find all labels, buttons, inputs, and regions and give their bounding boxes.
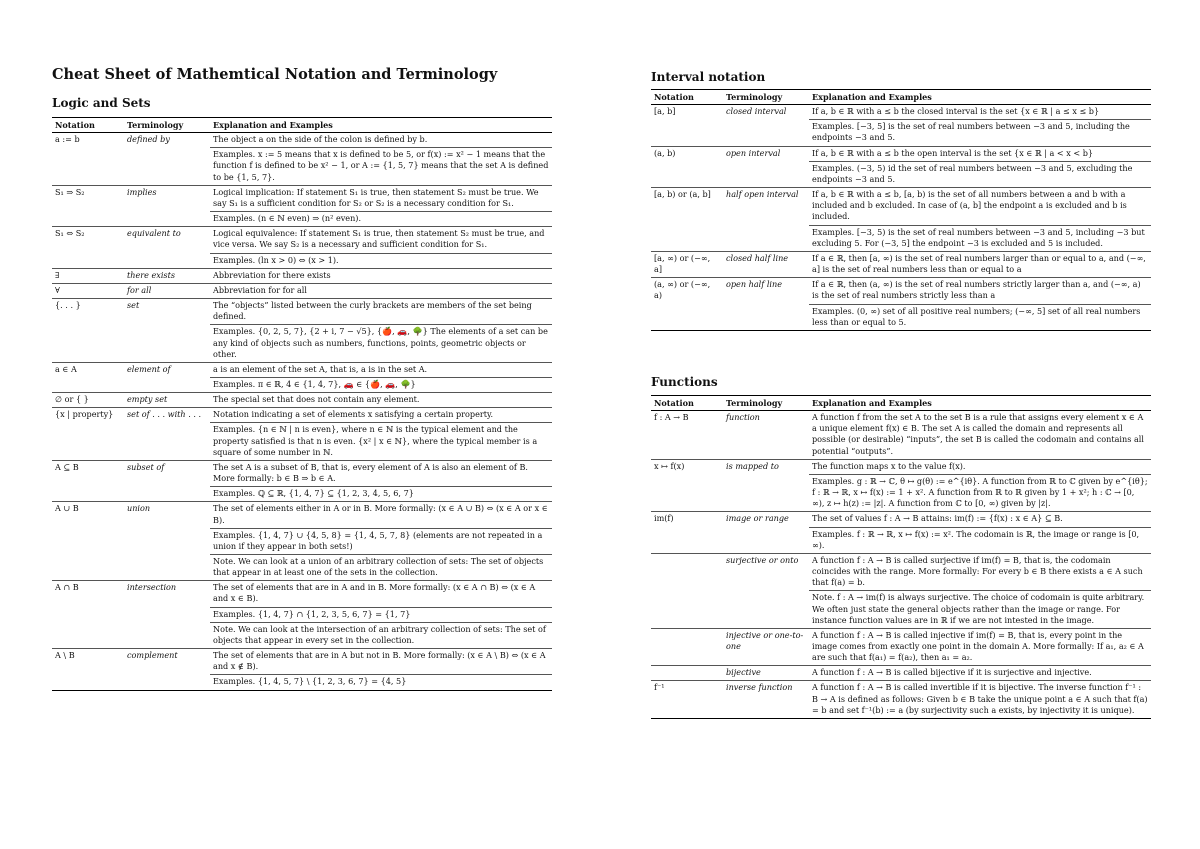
terminology-cell xyxy=(723,591,809,628)
table-row xyxy=(52,581,552,607)
explanation-cell: A function f from the set A to the set B is a rule that assigns every element x ∈ A a unique element f(x) ∈ B. The set A is called the domain and represents all possible (or desirable) “inputs”, the set B is called the codomain and contains all potential “outputs”. xyxy=(809,411,1151,460)
terminology-cell xyxy=(723,474,809,511)
table-row xyxy=(651,304,1151,330)
table-row xyxy=(52,487,552,502)
explanation-cell: Examples. {1, 4, 7} ∪ {4, 5, 8} = {1, 4, 5, 7, 8} (elements are not repeated in a union if they appear in both sets!) xyxy=(210,528,552,554)
notation-cell: ∃ xyxy=(52,268,124,283)
table-row xyxy=(52,622,552,648)
explanation-cell: Examples. {n ∈ ℕ | n is even}, where n ∈ ℕ is the typical element and the property satisfied is that n is even. {x² | x ∈ ℕ}, where the typical member is a square of some number in ℕ. xyxy=(210,423,552,460)
table-header-row xyxy=(651,396,1151,411)
notation-cell: A ∪ B xyxy=(55,503,79,514)
terminology-cell xyxy=(723,527,809,553)
explanation-cell: The object a on the side of the colon is defined by b. xyxy=(210,133,552,148)
notation-cell xyxy=(651,120,723,146)
explanation-cell: Abbreviation for there exists xyxy=(210,268,552,283)
terminology-cell: subset of xyxy=(127,461,165,472)
terminology-cell xyxy=(124,675,210,690)
terminology-cell xyxy=(723,120,809,146)
header-explanation: Explanation and Examples xyxy=(210,118,552,133)
explanation-cell: The function maps x to the value f(x). xyxy=(809,459,1151,474)
notation-cell xyxy=(52,212,124,227)
notation-cell xyxy=(52,607,124,622)
notation-cell: {x | property} xyxy=(55,409,114,420)
explanation-cell: Examples. {1, 4, 7} ∩ {1, 2, 3, 5, 6, 7} = {1, 7} xyxy=(210,607,552,622)
terminology-cell xyxy=(124,212,210,227)
explanation-cell: Logical equivalence: If statement S₁ is true, then statement S₂ must be true, and vice versa. We say S₂ is a necessary and sufficient condition for S₁. xyxy=(210,227,552,253)
notation-cell: f⁻¹ xyxy=(651,681,723,718)
notation-cell: x ↦ f(x) xyxy=(654,460,685,471)
table-row xyxy=(52,393,552,408)
section-title-interval: Interval notation xyxy=(651,70,766,84)
terminology-cell: for all xyxy=(124,283,210,298)
table-row xyxy=(52,283,552,298)
notation-cell: [a, b) or (a, b] xyxy=(654,189,711,200)
notation-cell: [a, ∞) or (−∞, a] xyxy=(651,251,723,277)
terminology-cell xyxy=(124,253,210,268)
terminology-cell xyxy=(723,161,809,187)
table-row xyxy=(651,681,1151,718)
table-row xyxy=(52,555,552,581)
terminology-cell: function xyxy=(723,411,809,460)
table-row xyxy=(52,377,552,392)
terminology-cell: half open interval xyxy=(726,189,799,200)
notation-cell: f : A → B xyxy=(651,411,723,460)
notation-cell: a ∈ A xyxy=(55,363,77,374)
terminology-cell: set of . . . with . . . xyxy=(127,409,202,420)
terminology-cell: element of xyxy=(127,363,171,374)
table-row xyxy=(651,628,1151,665)
notation-cell xyxy=(52,555,124,581)
explanation-cell: Note. We can look at the intersection of an arbitrary collection of sets: The set of objects that appear in every set in the collection. xyxy=(210,622,552,648)
terminology-cell: bijective xyxy=(723,666,809,681)
notation-cell xyxy=(651,553,723,590)
notation-cell: (a, b) xyxy=(654,147,676,158)
table-row xyxy=(52,649,552,675)
notation-cell: {. . . } xyxy=(55,300,81,311)
header-notation: Notation xyxy=(651,396,723,411)
table-row xyxy=(651,411,1151,460)
terminology-cell xyxy=(723,225,809,251)
explanation-cell: Examples. π ∈ ℝ, 4 ∈ {1, 4, 7}, 🚗 ∈ {🍎, 🚗, 🌳} xyxy=(210,377,552,392)
header-terminology: Terminology xyxy=(723,396,809,411)
explanation-cell: Note. We can look at a union of an arbitrary collection of sets: The set of objects that appear in at least one of the sets in the collection. xyxy=(210,555,552,581)
table-row xyxy=(52,528,552,554)
header-terminology: Terminology xyxy=(723,90,809,105)
notation-cell xyxy=(52,423,124,460)
notation-cell: a := b xyxy=(55,134,80,145)
explanation-cell: Examples. (ln x > 0) ⇔ (x > 1). xyxy=(210,253,552,268)
explanation-cell: If a, b ∈ ℝ with a ≤ b the closed interval is the set {x ∈ ℝ | a ≤ x ≤ b} xyxy=(809,105,1151,120)
table-interval xyxy=(651,89,1151,331)
table-row xyxy=(52,185,552,211)
terminology-cell: defined by xyxy=(127,134,170,145)
notation-cell xyxy=(52,487,124,502)
terminology-cell: intersection xyxy=(127,582,177,593)
notation-cell xyxy=(52,528,124,554)
terminology-cell xyxy=(124,528,210,554)
terminology-cell: surjective or onto xyxy=(726,554,799,565)
table-row xyxy=(52,423,552,460)
table-body-logic xyxy=(52,133,552,690)
terminology-cell: open half line xyxy=(726,279,783,290)
table-row xyxy=(52,675,552,690)
terminology-cell: there exists xyxy=(124,268,210,283)
table-row xyxy=(651,474,1151,511)
table-row xyxy=(651,459,1151,474)
notation-cell xyxy=(52,675,124,690)
terminology-cell: closed half line xyxy=(723,251,809,277)
table-row xyxy=(52,325,552,362)
notation-cell xyxy=(52,148,124,185)
explanation-cell: If a, b ∈ ℝ with a ≤ b, [a, b) is the set of all numbers between a and b with a included and b excluded. In case of (a, b] the endpoint a is excluded and b is included. xyxy=(809,188,1151,225)
table-row xyxy=(52,253,552,268)
table-header-row xyxy=(651,90,1151,105)
terminology-cell xyxy=(124,148,210,185)
explanation-cell: Examples. {0, 2, 5, 7}, {2 + i, 7 − √5}, {🍎, 🚗, 🌳} The elements of a set can be any kind of objects such as numbers, functions, points, geometric objects or other. xyxy=(210,325,552,362)
explanation-cell: The set of elements that are in A but not in B. More formally: (x ∈ A \ B) ⇔ (x ∈ A and x ∉ B). xyxy=(210,649,552,675)
terminology-cell: union xyxy=(127,503,151,514)
terminology-cell xyxy=(124,423,210,460)
notation-cell: ∀ xyxy=(52,283,124,298)
notation-cell xyxy=(651,628,723,665)
explanation-cell: If a, b ∈ ℝ with a ≤ b the open interval is the set {x ∈ ℝ | a < x < b} xyxy=(809,146,1151,161)
terminology-cell: open interval xyxy=(726,147,781,158)
explanation-cell: Notation indicating a set of elements x satisfying a certain property. xyxy=(210,408,552,423)
notation-cell: A \ B xyxy=(55,650,75,661)
terminology-cell xyxy=(124,555,210,581)
header-explanation: Explanation and Examples xyxy=(809,396,1151,411)
terminology-cell: image or range xyxy=(726,513,789,524)
terminology-cell: inverse function xyxy=(723,681,809,718)
terminology-cell xyxy=(124,607,210,622)
explanation-cell: A function f : A → B is called injective if im(f) = B, that is, every point in the image comes from exactly one point in the domain A. More formally: If a₁, a₂ ∈ A are such that f(a₁) = f(a₂), then a₁ = a₂. xyxy=(809,628,1151,665)
explanation-cell: Examples. x := 5 means that x is defined to be 5, or f(x) := x² − 1 means that the function f is defined to be x² − 1, or A := {1, 5, 7} means that the set A is defined to be {1, 5, 7}. xyxy=(210,148,552,185)
table-row xyxy=(651,553,1151,590)
explanation-cell: Examples. (0, ∞) set of all positive real numbers; (−∞, 5] set of all real numbers less than or equal to 5. xyxy=(809,304,1151,330)
notation-cell: ∅ or { } xyxy=(52,393,124,408)
explanation-cell: Examples. f : ℝ → ℝ, x ↦ f(x) := x². The codomain is ℝ, the image or range is [0, ∞). xyxy=(809,527,1151,553)
notation-cell xyxy=(52,377,124,392)
notation-cell: A ∩ B xyxy=(55,582,79,593)
table-row xyxy=(651,666,1151,681)
table-body-functions xyxy=(651,411,1151,719)
terminology-cell xyxy=(124,377,210,392)
explanation-cell: Examples. {1, 4, 5, 7} \ {1, 2, 3, 6, 7} = {4, 5} xyxy=(210,675,552,690)
table-row xyxy=(52,212,552,227)
terminology-cell: empty set xyxy=(124,393,210,408)
table-row xyxy=(52,502,552,528)
explanation-cell: If a ∈ ℝ, then (a, ∞) is the set of real numbers strictly larger than a, and (−∞, a) is the set of real numbers strictly less than a xyxy=(809,278,1151,304)
header-notation: Notation xyxy=(52,118,124,133)
table-row xyxy=(651,251,1151,277)
table-body-interval xyxy=(651,105,1151,331)
explanation-cell: If a ∈ ℝ, then [a, ∞) is the set of real numbers larger than or equal to a, and (−∞, a] is the set of real numbers less than or equal to a xyxy=(809,251,1151,277)
notation-cell xyxy=(651,666,723,681)
explanation-cell: A function f : A → B is called surjective if im(f) = B, that is, the codomain coincides with the range. More formally: For every b ∈ B there exists a ∈ A such that f(a) = b. xyxy=(809,553,1151,590)
table-row xyxy=(651,225,1151,251)
notation-cell: [a, b] xyxy=(654,106,676,117)
notation-cell xyxy=(651,527,723,553)
header-explanation: Explanation and Examples xyxy=(809,90,1151,105)
terminology-cell: equivalent to xyxy=(127,228,181,239)
section-title-logic: Logic and Sets xyxy=(52,96,151,110)
explanation-cell: The set A is a subset of B, that is, every element of A is also an element of B. More formally: b ∈ B ⇒ b ∈ A. xyxy=(210,460,552,486)
table-row xyxy=(651,146,1151,161)
explanation-cell: Abbreviation for for all xyxy=(210,283,552,298)
table-row xyxy=(52,227,552,253)
terminology-cell: complement xyxy=(127,650,178,661)
table-row xyxy=(651,105,1151,120)
terminology-cell xyxy=(723,304,809,330)
table-row xyxy=(651,591,1151,628)
document-title: Cheat Sheet of Mathemtical Notation and Terminology xyxy=(52,66,498,83)
terminology-cell xyxy=(124,487,210,502)
explanation-cell: Examples. [−3, 5) is the set of real numbers between −3 and 5, including −3 but excluding 5. For (−3, 5] the endpoint −3 is excluded and 5 is included. xyxy=(809,225,1151,251)
explanation-cell: Examples. ℚ ⊆ ℝ, {1, 4, 7} ⊆ {1, 2, 3, 4, 5, 6, 7} xyxy=(210,487,552,502)
notation-cell: A ⊆ B xyxy=(55,461,79,472)
explanation-cell: Examples. (−3, 5) id the set of real numbers between −3 and 5, excluding the endpoints −3 and 5. xyxy=(809,161,1151,187)
explanation-cell: A function f : A → B is called invertible if it is bijective. The inverse function f⁻¹ : B → A is defined as follows: Given b ∈ B take the unique point a ∈ A such that f(a) = b and set f⁻¹(b) := a (by surjectivity such a exists, by injectivity it is unique). xyxy=(809,681,1151,718)
table-row xyxy=(651,188,1151,225)
section-title-functions: Functions xyxy=(651,375,718,389)
terminology-cell xyxy=(124,325,210,362)
table-functions xyxy=(651,395,1151,719)
table-row xyxy=(651,120,1151,146)
table-row xyxy=(52,607,552,622)
explanation-cell: A function f : A → B is called bijective if it is surjective and injective. xyxy=(809,666,1151,681)
explanation-cell: a is an element of the set A, that is, a is in the set A. xyxy=(210,362,552,377)
explanation-cell: Examples. g : ℝ → ℂ, θ ↦ g(θ) := e^{iθ}. A function from ℝ to ℂ given by e^{iθ}; f : ℝ → ℝ, x ↦ f(x) := 1 + x². A function from ℝ to ℝ given by 1 + x²; h : ℂ → [0, ∞), z ↦ h(z) := |z|. A function from ℂ to [0, ∞) given by |z|. xyxy=(809,474,1151,511)
explanation-cell: Examples. [−3, 5] is the set of real numbers between −3 and 5, including the endpoints −3 and 5. xyxy=(809,120,1151,146)
explanation-cell: The “objects” listed between the curly brackets are members of the set being defined. xyxy=(210,299,552,325)
table-row xyxy=(651,278,1151,304)
explanation-cell: Note. f : A → im(f) is always surjective. The choice of codomain is quite arbitrary. We often just state the general objects rather than the image or range. For instance function values are in ℝ if we are not intested in the image. xyxy=(809,591,1151,628)
explanation-cell: The set of values f : A → B attains: im(f) := {f(x) : x ∈ A} ⊆ B. xyxy=(809,512,1151,527)
table-row xyxy=(52,299,552,325)
terminology-cell xyxy=(124,622,210,648)
table-row xyxy=(651,527,1151,553)
notation-cell xyxy=(52,325,124,362)
notation-cell: S₁ ⇔ S₂ xyxy=(55,228,85,239)
table-header-row xyxy=(52,118,552,133)
table-row xyxy=(52,362,552,377)
explanation-cell: The set of elements either in A or in B. More formally: (x ∈ A ∪ B) ⇔ (x ∈ A or x ∈ B). xyxy=(210,502,552,528)
terminology-cell: closed interval xyxy=(726,106,787,117)
table-row xyxy=(52,148,552,185)
notation-cell xyxy=(651,161,723,187)
table-row xyxy=(52,268,552,283)
terminology-cell: set xyxy=(127,300,140,311)
notation-cell xyxy=(651,474,723,511)
header-notation: Notation xyxy=(651,90,723,105)
table-row xyxy=(52,133,552,148)
table-row xyxy=(52,408,552,423)
table-row xyxy=(651,512,1151,527)
notation-cell xyxy=(651,591,723,628)
notation-cell xyxy=(651,225,723,251)
notation-cell: S₁ ⇒ S₂ xyxy=(55,186,85,197)
explanation-cell: Logical implication: If statement S₁ is true, then statement S₂ must be true. We say S₁ is a sufficient condition for S₂ or S₂ is a necessary condition for S₁. xyxy=(210,185,552,211)
explanation-cell: The special set that does not contain any element. xyxy=(210,393,552,408)
notation-cell: im(f) xyxy=(654,513,674,524)
table-row xyxy=(52,460,552,486)
notation-cell xyxy=(651,304,723,330)
notation-cell xyxy=(52,253,124,268)
terminology-cell: injective or one-to-one xyxy=(723,628,809,665)
table-logic xyxy=(52,117,552,691)
table-row xyxy=(651,161,1151,187)
explanation-cell: Examples. (n ∈ ℕ even) ⇒ (n² even). xyxy=(210,212,552,227)
notation-cell xyxy=(52,622,124,648)
notation-cell: (a, ∞) or (−∞, a) xyxy=(654,279,711,301)
header-terminology: Terminology xyxy=(124,118,210,133)
terminology-cell: implies xyxy=(127,186,157,197)
terminology-cell: is mapped to xyxy=(726,460,779,471)
explanation-cell: The set of elements that are in A and in B. More formally: (x ∈ A ∩ B) ⇔ (x ∈ A and x ∈ B). xyxy=(210,581,552,607)
